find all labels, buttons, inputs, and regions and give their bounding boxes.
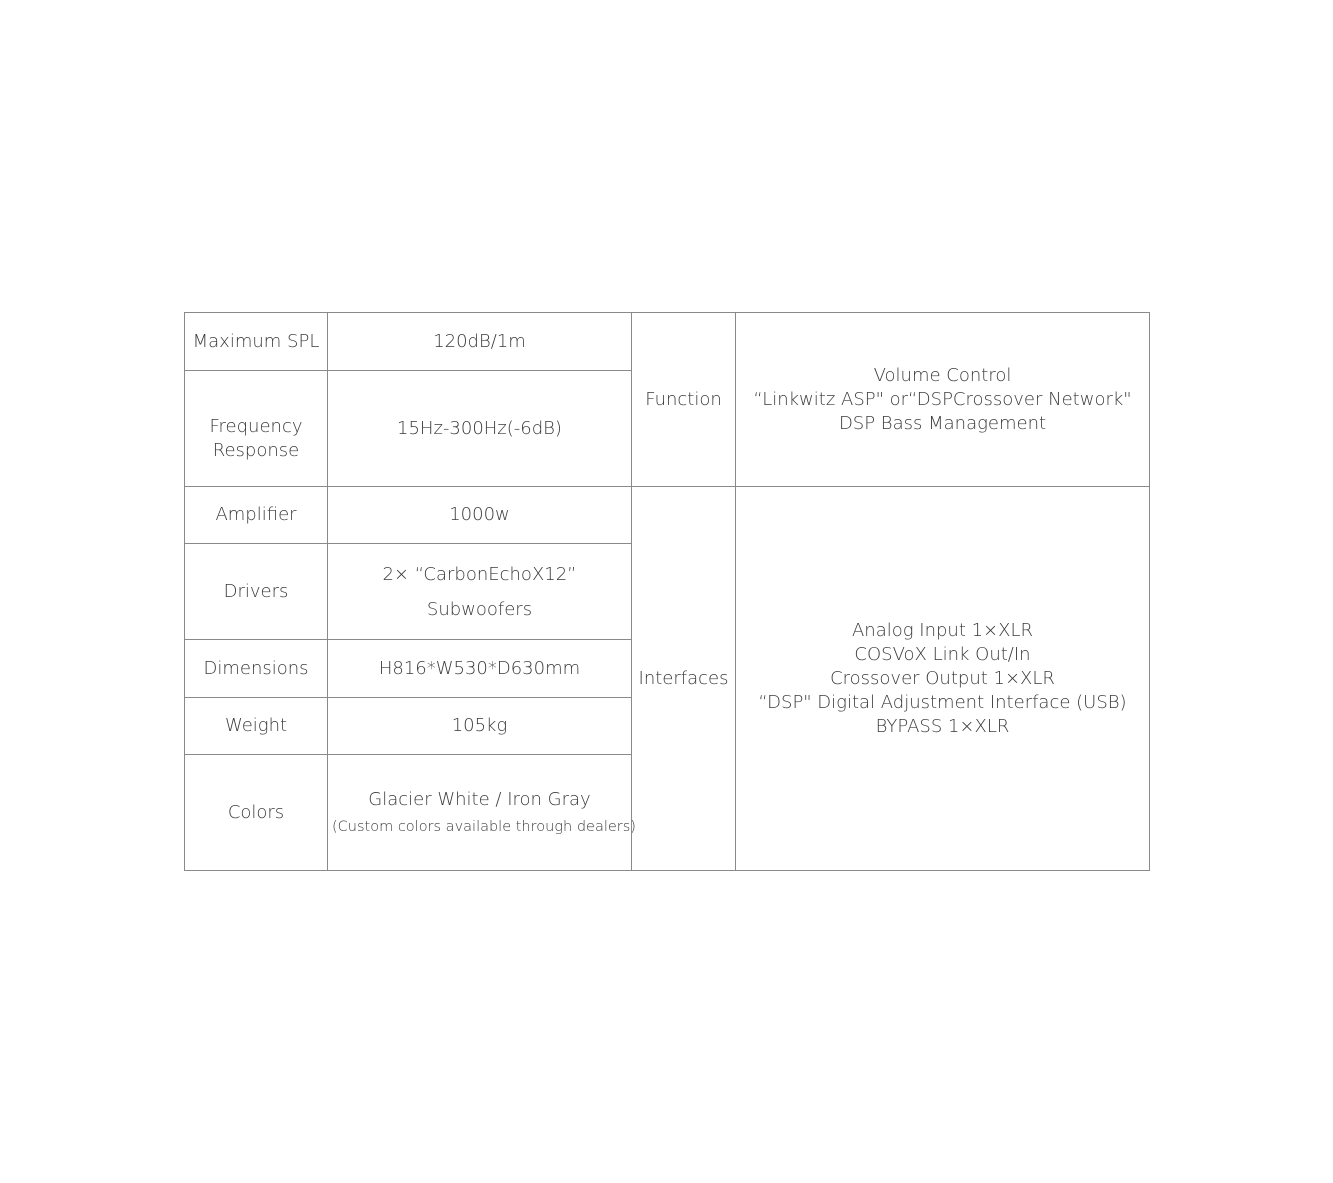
max-spl-label: Maximum SPL — [185, 313, 328, 371]
interfaces-label: Interfaces — [632, 487, 736, 871]
function-item: “Linkwitz ASP" or“DSPCrossover Network" — [753, 388, 1132, 410]
function-item: DSP Bass Management — [838, 412, 1047, 434]
row-max-spl — [185, 313, 1150, 371]
interface-item: COSVoX Link Out/In — [854, 643, 1031, 665]
interfaces-list — [736, 487, 1150, 871]
interface-item: Crossover Output 1×XLR — [830, 667, 1055, 689]
colors-value-cell — [328, 755, 636, 871]
dimensions-value: H816*W530*D630mm — [328, 640, 632, 698]
spec-table — [184, 312, 1150, 871]
function-label: Function — [632, 313, 736, 487]
row-amplifier — [185, 487, 1150, 544]
dimensions-label: Dimensions — [185, 640, 328, 698]
interface-item: “DSP" Digital Adjustment Interface (USB) — [758, 691, 1127, 713]
function-item: Volume Control — [873, 364, 1012, 386]
weight-label: Weight — [185, 698, 328, 755]
amplifier-label: Amplifier — [185, 487, 328, 544]
colors-note: (Custom colors available through dealers) — [332, 818, 636, 835]
frequency-response-value: 15Hz-300Hz(-6dB) — [328, 371, 632, 487]
interface-item: BYPASS 1×XLR — [875, 715, 1010, 737]
drivers-label: Drivers — [185, 544, 328, 640]
frequency-response-label: Frequency Response — [185, 371, 328, 487]
colors-label: Colors — [185, 755, 328, 871]
function-list — [736, 313, 1150, 487]
max-spl-value: 120dB/1m — [328, 313, 632, 371]
drivers-value: 2× “CarbonEchoX12” Subwoofers — [328, 544, 632, 640]
colors-value: Glacier White / Iron Gray — [368, 788, 591, 810]
weight-value: 105kg — [328, 698, 632, 755]
interface-item: Analog Input 1×XLR — [851, 619, 1034, 641]
amplifier-value: 1000w — [328, 487, 632, 544]
